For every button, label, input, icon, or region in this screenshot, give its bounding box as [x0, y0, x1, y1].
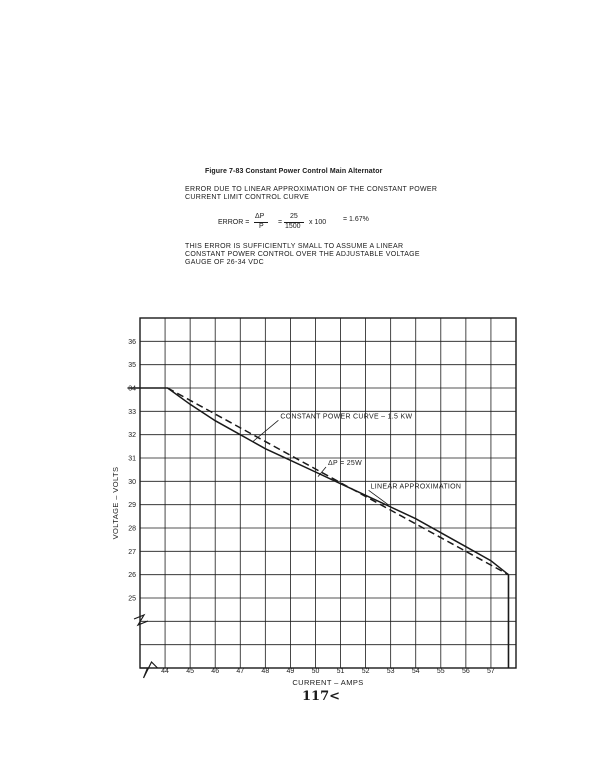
figure-caption: Figure 7-83 Constant Power Control Main Alternator	[205, 168, 383, 175]
x-tick-label: 57	[487, 668, 495, 675]
x-axis-label: CURRENT – AMPS	[292, 678, 364, 687]
formula-result: = 1.67%	[343, 216, 369, 223]
error-note: ERROR DUE TO LINEAR APPROXIMATION OF THE CONSTANT POWER CURRENT LIMIT CONTROL CURVE	[185, 186, 438, 201]
y-tick-label: 29	[128, 502, 136, 510]
y-tick-label: 31	[128, 455, 136, 463]
y-tick-label: 34	[128, 385, 136, 393]
x-tick-label: 47	[236, 668, 245, 675]
page-number: 117<	[302, 689, 341, 704]
annotation-label: CONSTANT POWER CURVE – 1.5 KW	[280, 413, 413, 421]
y-tick-label: 32	[128, 432, 136, 440]
x-tick-label: 55	[436, 668, 445, 675]
formula-lhs: ERROR =	[218, 219, 250, 226]
axis-break-x-icon	[140, 662, 158, 678]
conclusion-note: THIS ERROR IS SUFFICIENTLY SMALL TO ASSUME A LINEAR CONSTANT POWER CONTROL OVER THE ADJUSTABLE VOLTAGE GAUGE OF 26-34 VDC	[185, 243, 420, 266]
y-tick-label: 35	[128, 362, 136, 370]
formula-frac1-den: P	[259, 223, 264, 230]
annotation-label: ΔP = 25W	[328, 460, 362, 467]
x-tick-label: 48	[261, 668, 270, 675]
x-tick-label: 46	[211, 668, 220, 675]
x-tick-label: 49	[286, 668, 295, 675]
formula-eq: =	[278, 219, 283, 226]
x-tick-label: 45	[186, 668, 195, 675]
x-tick-label: 53	[386, 668, 395, 675]
y-tick-label: 25	[128, 595, 136, 603]
x-tick-label: 50	[311, 668, 320, 675]
formula-frac2-den: 1500	[285, 223, 301, 230]
annotation-label: LINEAR APPROXIMATION	[370, 483, 462, 491]
y-tick-label: 27	[128, 548, 136, 556]
x-tick-label: 51	[336, 668, 345, 675]
y-tick-label: 28	[128, 525, 136, 533]
y-axis-label: VOLTAGE – VOLTS	[111, 466, 120, 540]
y-tick-label: 33	[128, 408, 136, 416]
x-tick-label: 44	[161, 668, 169, 675]
x-tick-label: 54	[411, 668, 420, 675]
formula-frac1-num: ΔP	[255, 213, 265, 220]
x-tick-label: 56	[461, 668, 470, 675]
formula-times: x 100	[309, 219, 327, 226]
formula-frac2-num: 25	[290, 213, 298, 220]
y-tick-label: 26	[128, 572, 136, 580]
y-tick-label: 30	[128, 478, 136, 486]
plot-frame	[140, 318, 516, 668]
x-tick-label: 52	[361, 668, 370, 675]
axis-break-y-icon	[134, 615, 148, 625]
y-tick-label: 36	[128, 338, 136, 346]
